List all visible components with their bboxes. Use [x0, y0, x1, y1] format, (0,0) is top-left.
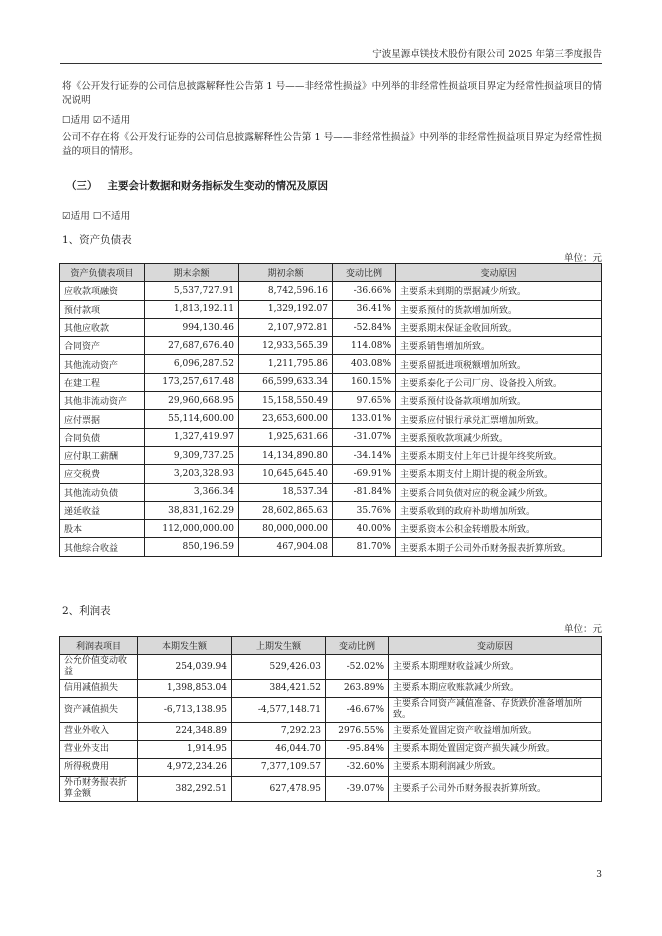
reason-cell: 主要系本期应收账款减少所致。 — [389, 680, 602, 698]
current-value-cell: 27,687,676.40 — [145, 337, 239, 355]
table-row — [60, 318, 602, 336]
income-statement-title: 2、利润表 — [62, 605, 111, 617]
prior-value-cell: 80,000,000.00 — [239, 520, 333, 538]
item-cell: 其他非流动资产 — [60, 392, 145, 410]
income-statement-unit: 单位：元 — [563, 624, 602, 635]
prior-value-cell: 384,421.52 — [232, 680, 326, 698]
prior-value-cell: 1,925,631.66 — [239, 428, 333, 446]
prior-value-cell: 14,134,890.80 — [239, 446, 333, 464]
item-cell: 其他流动资产 — [60, 355, 145, 373]
item-cell: 在建工程 — [60, 373, 145, 391]
change-ratio-cell: -36.66% — [333, 282, 396, 300]
table-row — [60, 410, 602, 428]
change-ratio-cell: 36.41% — [333, 300, 396, 318]
change-ratio-cell: 81.70% — [333, 538, 396, 556]
reason-cell: 主要系本期理财收益减少所致。 — [389, 655, 602, 680]
prior-value-cell: 1,329,192.07 — [239, 300, 333, 318]
table-row — [60, 337, 602, 355]
item-cell: 预付款项 — [60, 300, 145, 318]
change-ratio-cell: -46.67% — [326, 698, 389, 723]
column-header: 变动原因 — [389, 637, 602, 655]
current-value-cell: 6,096,287.52 — [145, 355, 239, 373]
header-divider — [60, 63, 602, 64]
current-value-cell: 3,366.34 — [145, 483, 239, 501]
reason-cell: 主要系资本公积金转增股本所致。 — [396, 520, 602, 538]
item-cell: 外币财务报表折算金额 — [60, 777, 138, 802]
reason-cell: 主要系预收款项减少所致。 — [396, 428, 602, 446]
report-header: 宁波星源卓镁技术股份有限公司 2025 年第三季度报告 — [372, 49, 602, 60]
table-row — [60, 465, 602, 483]
prior-value-cell: 18,537.34 — [239, 483, 333, 501]
table-row — [60, 428, 602, 446]
current-value-cell: 4,972,234.26 — [138, 759, 232, 777]
reason-cell: 主要系预付设备款项增加所致。 — [396, 392, 602, 410]
item-cell: 其他综合收益 — [60, 538, 145, 556]
current-value-cell: 1,327,419.97 — [145, 428, 239, 446]
change-ratio-cell: -69.91% — [333, 465, 396, 483]
change-ratio-cell: 2976.55% — [326, 723, 389, 741]
table-row — [60, 483, 602, 501]
reason-cell: 主要系未到期的票据减少所致。 — [396, 282, 602, 300]
income-statement-table — [59, 636, 602, 802]
prior-value-cell: 529,426.03 — [232, 655, 326, 680]
column-header: 变动比例 — [333, 264, 396, 282]
item-cell: 营业外支出 — [60, 741, 138, 759]
table-row — [60, 373, 602, 391]
reason-cell: 主要系本期支付上期计提的税金所致。 — [396, 465, 602, 483]
prior-value-cell: 15,158,550.49 — [239, 392, 333, 410]
current-value-cell: 112,000,000.00 — [145, 520, 239, 538]
change-ratio-cell: 160.15% — [333, 373, 396, 391]
change-ratio-cell: -32.60% — [326, 759, 389, 777]
change-ratio-cell: 403.08% — [333, 355, 396, 373]
table-row — [60, 520, 602, 538]
reason-cell: 主要系本期子公司外币财务报表折算所致。 — [396, 538, 602, 556]
current-value-cell: 254,039.94 — [138, 655, 232, 680]
current-value-cell: 55,114,600.00 — [145, 410, 239, 428]
current-value-cell: 224,348.89 — [138, 723, 232, 741]
current-value-cell: 29,960,668.95 — [145, 392, 239, 410]
table-row — [60, 446, 602, 464]
change-ratio-cell: -31.07% — [333, 428, 396, 446]
item-cell: 资产减值损失 — [60, 698, 138, 723]
current-value-cell: 850,196.59 — [145, 538, 239, 556]
item-cell: 其他流动负债 — [60, 483, 145, 501]
table-row — [60, 759, 602, 777]
change-ratio-cell: -52.84% — [333, 318, 396, 336]
current-value-cell: 1,398,853.04 — [138, 680, 232, 698]
table-row — [60, 680, 602, 698]
reason-cell: 主要系合同负债对应的税金减少所致。 — [396, 483, 602, 501]
column-header: 上期发生额 — [232, 637, 326, 655]
table-row — [60, 538, 602, 556]
reason-cell: 主要系应付银行承兑汇票增加所致。 — [396, 410, 602, 428]
current-value-cell: 1,914.95 — [138, 741, 232, 759]
prior-value-cell: -4,577,148.71 — [232, 698, 326, 723]
table-row — [60, 392, 602, 410]
balance-sheet-title: 1、资产负债表 — [62, 234, 132, 246]
prior-value-cell: 467,904.08 — [239, 538, 333, 556]
change-ratio-cell: 114.08% — [333, 337, 396, 355]
reason-cell: 主要系留抵进项税额增加所致。 — [396, 355, 602, 373]
table-row — [60, 741, 602, 759]
prior-value-cell: 1,211,795.86 — [239, 355, 333, 373]
nonrecurring-applicability: ☐适用 ☑不适用 — [62, 115, 131, 126]
column-header: 利润表项目 — [60, 637, 138, 655]
item-cell: 合同负债 — [60, 428, 145, 446]
column-header: 变动比例 — [326, 637, 389, 655]
balance-sheet-unit: 单位：元 — [563, 253, 602, 264]
table-row — [60, 723, 602, 741]
table-row — [60, 282, 602, 300]
prior-value-cell: 2,107,972.81 — [239, 318, 333, 336]
item-cell: 股本 — [60, 520, 145, 538]
reason-cell: 主要系合同资产减值准备、存货跌价准备增加所致。 — [389, 698, 602, 723]
prior-value-cell: 627,478.95 — [232, 777, 326, 802]
column-header: 本期发生额 — [138, 637, 232, 655]
section-heading — [66, 178, 328, 193]
column-header: 资产负债表项目 — [60, 264, 145, 282]
table-row — [60, 300, 602, 318]
current-value-cell: 5,537,727.91 — [145, 282, 239, 300]
change-ratio-cell: 35.76% — [333, 501, 396, 519]
prior-value-cell: 23,653,600.00 — [239, 410, 333, 428]
column-header: 期末余额 — [145, 264, 239, 282]
change-ratio-cell: 133.01% — [333, 410, 396, 428]
current-value-cell: 994,130.46 — [145, 318, 239, 336]
item-cell: 营业外收入 — [60, 723, 138, 741]
page-number: 3 — [596, 870, 602, 880]
nonrecurring-intro: 将《公开发行证券的公司信息披露解释性公告第 1 号——非经常性损益》中列举的非经常性损益项目界定为经常性损益项目的情况说明 — [62, 81, 602, 106]
table-row — [60, 355, 602, 373]
current-value-cell: 382,292.51 — [138, 777, 232, 802]
reason-cell: 主要系预付的货款增加所致。 — [396, 300, 602, 318]
current-value-cell: 3,203,328.93 — [145, 465, 239, 483]
item-cell: 其他应收款 — [60, 318, 145, 336]
item-cell: 所得税费用 — [60, 759, 138, 777]
item-cell: 递延收益 — [60, 501, 145, 519]
nonrecurring-statement: 公司不存在将《公开发行证券的公司信息披露解释性公告第 1 号——非经常性损益》中列举的非经常性损益项目界定为经常性损益的项目的情形。 — [62, 132, 602, 157]
change-ratio-cell: 97.65% — [333, 392, 396, 410]
reason-cell: 主要系期末保证金收回所致。 — [396, 318, 602, 336]
item-cell: 应付职工薪酬 — [60, 446, 145, 464]
item-cell: 公允价值变动收益 — [60, 655, 138, 680]
change-ratio-cell: 263.89% — [326, 680, 389, 698]
column-header: 变动原因 — [396, 264, 602, 282]
prior-value-cell: 7,292.23 — [232, 723, 326, 741]
prior-value-cell: 66,599,633.34 — [239, 373, 333, 391]
current-value-cell: -6,713,138.95 — [138, 698, 232, 723]
reason-cell: 主要系泰化子公司厂房、设备投入所致。 — [396, 373, 602, 391]
table-row — [60, 777, 602, 802]
current-value-cell: 9,309,737.25 — [145, 446, 239, 464]
reason-cell: 主要系销售增加所致。 — [396, 337, 602, 355]
change-ratio-cell: -95.84% — [326, 741, 389, 759]
reason-cell: 主要系收到的政府补助增加所致。 — [396, 501, 602, 519]
item-cell: 应收款项融资 — [60, 282, 145, 300]
current-value-cell: 38,831,162.29 — [145, 501, 239, 519]
column-header: 期初余额 — [239, 264, 333, 282]
change-ratio-cell: -39.07% — [326, 777, 389, 802]
reason-cell: 主要系子公司外币财务报表折算所致。 — [389, 777, 602, 802]
item-cell: 应付票据 — [60, 410, 145, 428]
prior-value-cell: 8,742,596.16 — [239, 282, 333, 300]
section-title: 主要会计数据和财务指标发生变动的情况及原因 — [107, 180, 328, 192]
section-applicability: ☑适用 ☐不适用 — [62, 211, 131, 222]
table-row — [60, 501, 602, 519]
prior-value-cell: 12,933,565.39 — [239, 337, 333, 355]
prior-value-cell: 28,602,865.63 — [239, 501, 333, 519]
balance-sheet-header-row — [60, 264, 602, 282]
prior-value-cell: 7,377,109.57 — [232, 759, 326, 777]
reason-cell: 主要系本期支付上年已计提年终奖所致。 — [396, 446, 602, 464]
reason-cell: 主要系本期利润减少所致。 — [389, 759, 602, 777]
current-value-cell: 173,257,617.48 — [145, 373, 239, 391]
item-cell: 合同资产 — [60, 337, 145, 355]
income-statement-header-row — [60, 637, 602, 655]
prior-value-cell: 46,044.70 — [232, 741, 326, 759]
table-row — [60, 655, 602, 680]
change-ratio-cell: -34.14% — [333, 446, 396, 464]
reason-cell: 主要系处置固定资产收益增加所致。 — [389, 723, 602, 741]
section-number: （三） — [66, 180, 98, 192]
table-row — [60, 698, 602, 723]
current-value-cell: 1,813,192.11 — [145, 300, 239, 318]
item-cell: 信用减值损失 — [60, 680, 138, 698]
change-ratio-cell: 40.00% — [333, 520, 396, 538]
change-ratio-cell: -81.84% — [333, 483, 396, 501]
item-cell: 应交税费 — [60, 465, 145, 483]
reason-cell: 主要系本期处置固定资产损失减少所致。 — [389, 741, 602, 759]
prior-value-cell: 10,645,645.40 — [239, 465, 333, 483]
balance-sheet-table — [59, 263, 602, 557]
change-ratio-cell: -52.02% — [326, 655, 389, 680]
